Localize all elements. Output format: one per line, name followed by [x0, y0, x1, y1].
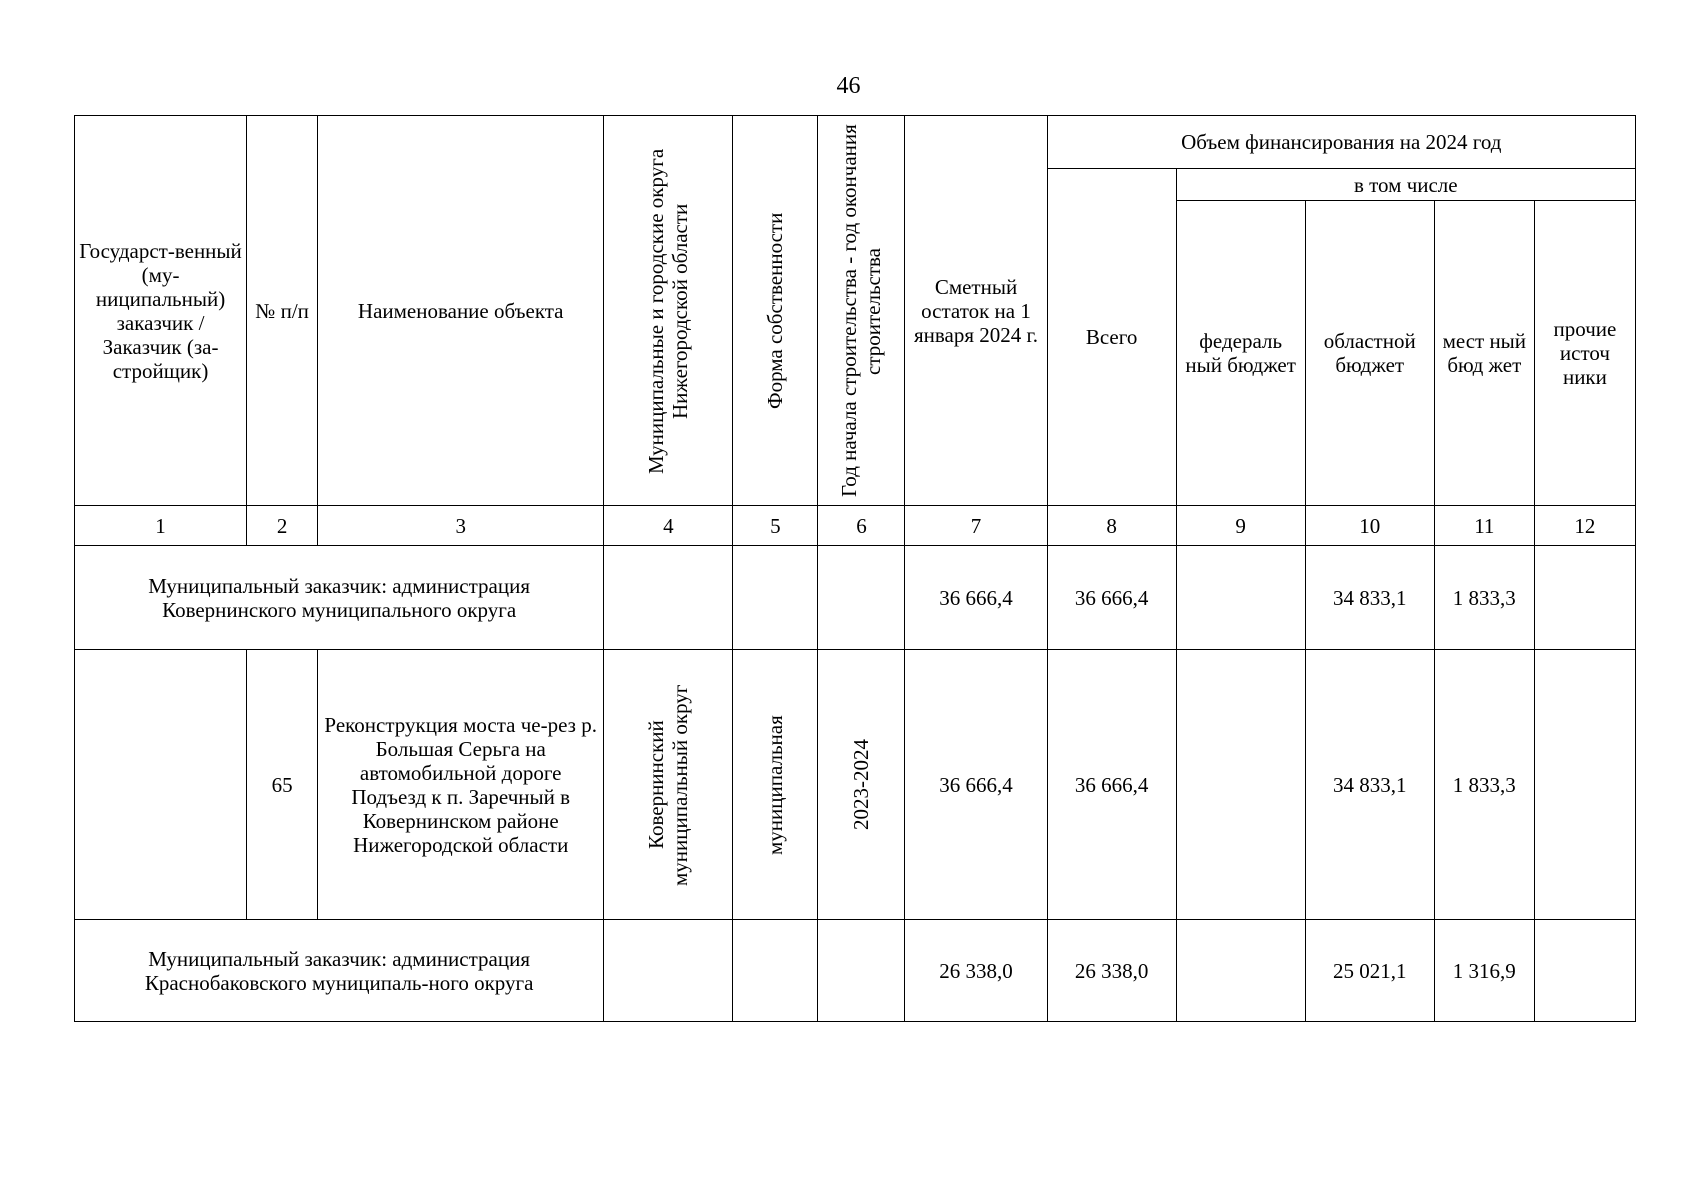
column-number: 4 [604, 506, 733, 546]
empty-cell [818, 920, 905, 1022]
object-ownership-text: муниципальная [763, 714, 788, 855]
estimate-balance-value: 36 666,4 [905, 546, 1047, 650]
federal-value [1176, 650, 1305, 920]
object-municipality-text: Ковернинский муниципальный округ [644, 683, 693, 886]
header-row-1 [75, 116, 1636, 169]
total-value: 36 666,4 [1047, 546, 1176, 650]
header-municipalities-text: Муниципальные и городские округа Нижегородской области [644, 147, 693, 474]
group-customer: Муниципальный заказчик: администрация Краснобаковского муниципаль-ного округа [75, 920, 604, 1022]
header-total: Всего [1047, 169, 1176, 506]
other-value [1534, 920, 1635, 1022]
column-number: 3 [318, 506, 604, 546]
object-years-text: 2023-2024 [849, 739, 874, 830]
empty-cell [733, 546, 818, 650]
header-regional: областной бюджет [1305, 201, 1434, 506]
header-other: прочие источ ники [1534, 201, 1635, 506]
other-value [1534, 546, 1635, 650]
estimate-balance-value: 26 338,0 [905, 920, 1047, 1022]
object-years [818, 650, 905, 920]
local-value: 1 316,9 [1434, 920, 1534, 1022]
column-number: 1 [75, 506, 247, 546]
empty-cell [733, 920, 818, 1022]
regional-value: 34 833,1 [1305, 650, 1434, 920]
group-row-koverninsky [75, 546, 1636, 650]
empty-cell [818, 546, 905, 650]
object-name: Реконструкция моста че-рез р. Большая Серьга на автомобильной дороге Подъезд к п. Заречный в Ковернинском районе Нижегородской области [318, 650, 604, 920]
object-municipality [604, 650, 733, 920]
column-number: 6 [818, 506, 905, 546]
federal-value [1176, 546, 1305, 650]
financing-table [74, 115, 1636, 1022]
total-value: 36 666,4 [1047, 650, 1176, 920]
federal-value [1176, 920, 1305, 1022]
column-number: 11 [1434, 506, 1534, 546]
object-number: 65 [247, 650, 318, 920]
group-row-krasnobakovsky [75, 920, 1636, 1022]
local-value: 1 833,3 [1434, 650, 1534, 920]
column-number: 12 [1534, 506, 1635, 546]
column-number: 8 [1047, 506, 1176, 546]
regional-value: 34 833,1 [1305, 546, 1434, 650]
empty-cell [604, 920, 733, 1022]
regional-value: 25 021,1 [1305, 920, 1434, 1022]
header-municipalities [604, 116, 733, 506]
object-row-65 [75, 650, 1636, 920]
group-customer: Муниципальный заказчик: администрация Ковернинского муниципального округа [75, 546, 604, 650]
object-ownership [733, 650, 818, 920]
total-value: 26 338,0 [1047, 920, 1176, 1022]
empty-cell [75, 650, 247, 920]
column-number: 9 [1176, 506, 1305, 546]
header-including: в том числе [1176, 169, 1635, 201]
column-number: 7 [905, 506, 1047, 546]
header-ownership [733, 116, 818, 506]
other-value [1534, 650, 1635, 920]
empty-cell [604, 546, 733, 650]
header-customer: Государст-венный (му-ниципальный) заказчик / Заказчик (за-стройщик) [75, 116, 247, 506]
header-years [818, 116, 905, 506]
header-funding-title: Объем финансирования на 2024 год [1047, 116, 1635, 169]
header-ownership-text: Форма собственности [763, 212, 788, 409]
header-local: мест ный бюд жет [1434, 201, 1534, 506]
header-estimate-balance: Сметный остаток на 1 января 2024 г. [905, 116, 1047, 506]
estimate-balance-value: 36 666,4 [905, 650, 1047, 920]
local-value: 1 833,3 [1434, 546, 1534, 650]
column-numbers-row [75, 506, 1636, 546]
header-object-name: Наименование объекта [318, 116, 604, 506]
page-number: 46 [836, 73, 861, 99]
header-years-text: Год начала строительства - год окончания строительства [837, 124, 886, 497]
column-number: 10 [1305, 506, 1434, 546]
column-number: 2 [247, 506, 318, 546]
header-number: № п/п [247, 116, 318, 506]
column-number: 5 [733, 506, 818, 546]
header-federal: федераль ный бюджет [1176, 201, 1305, 506]
